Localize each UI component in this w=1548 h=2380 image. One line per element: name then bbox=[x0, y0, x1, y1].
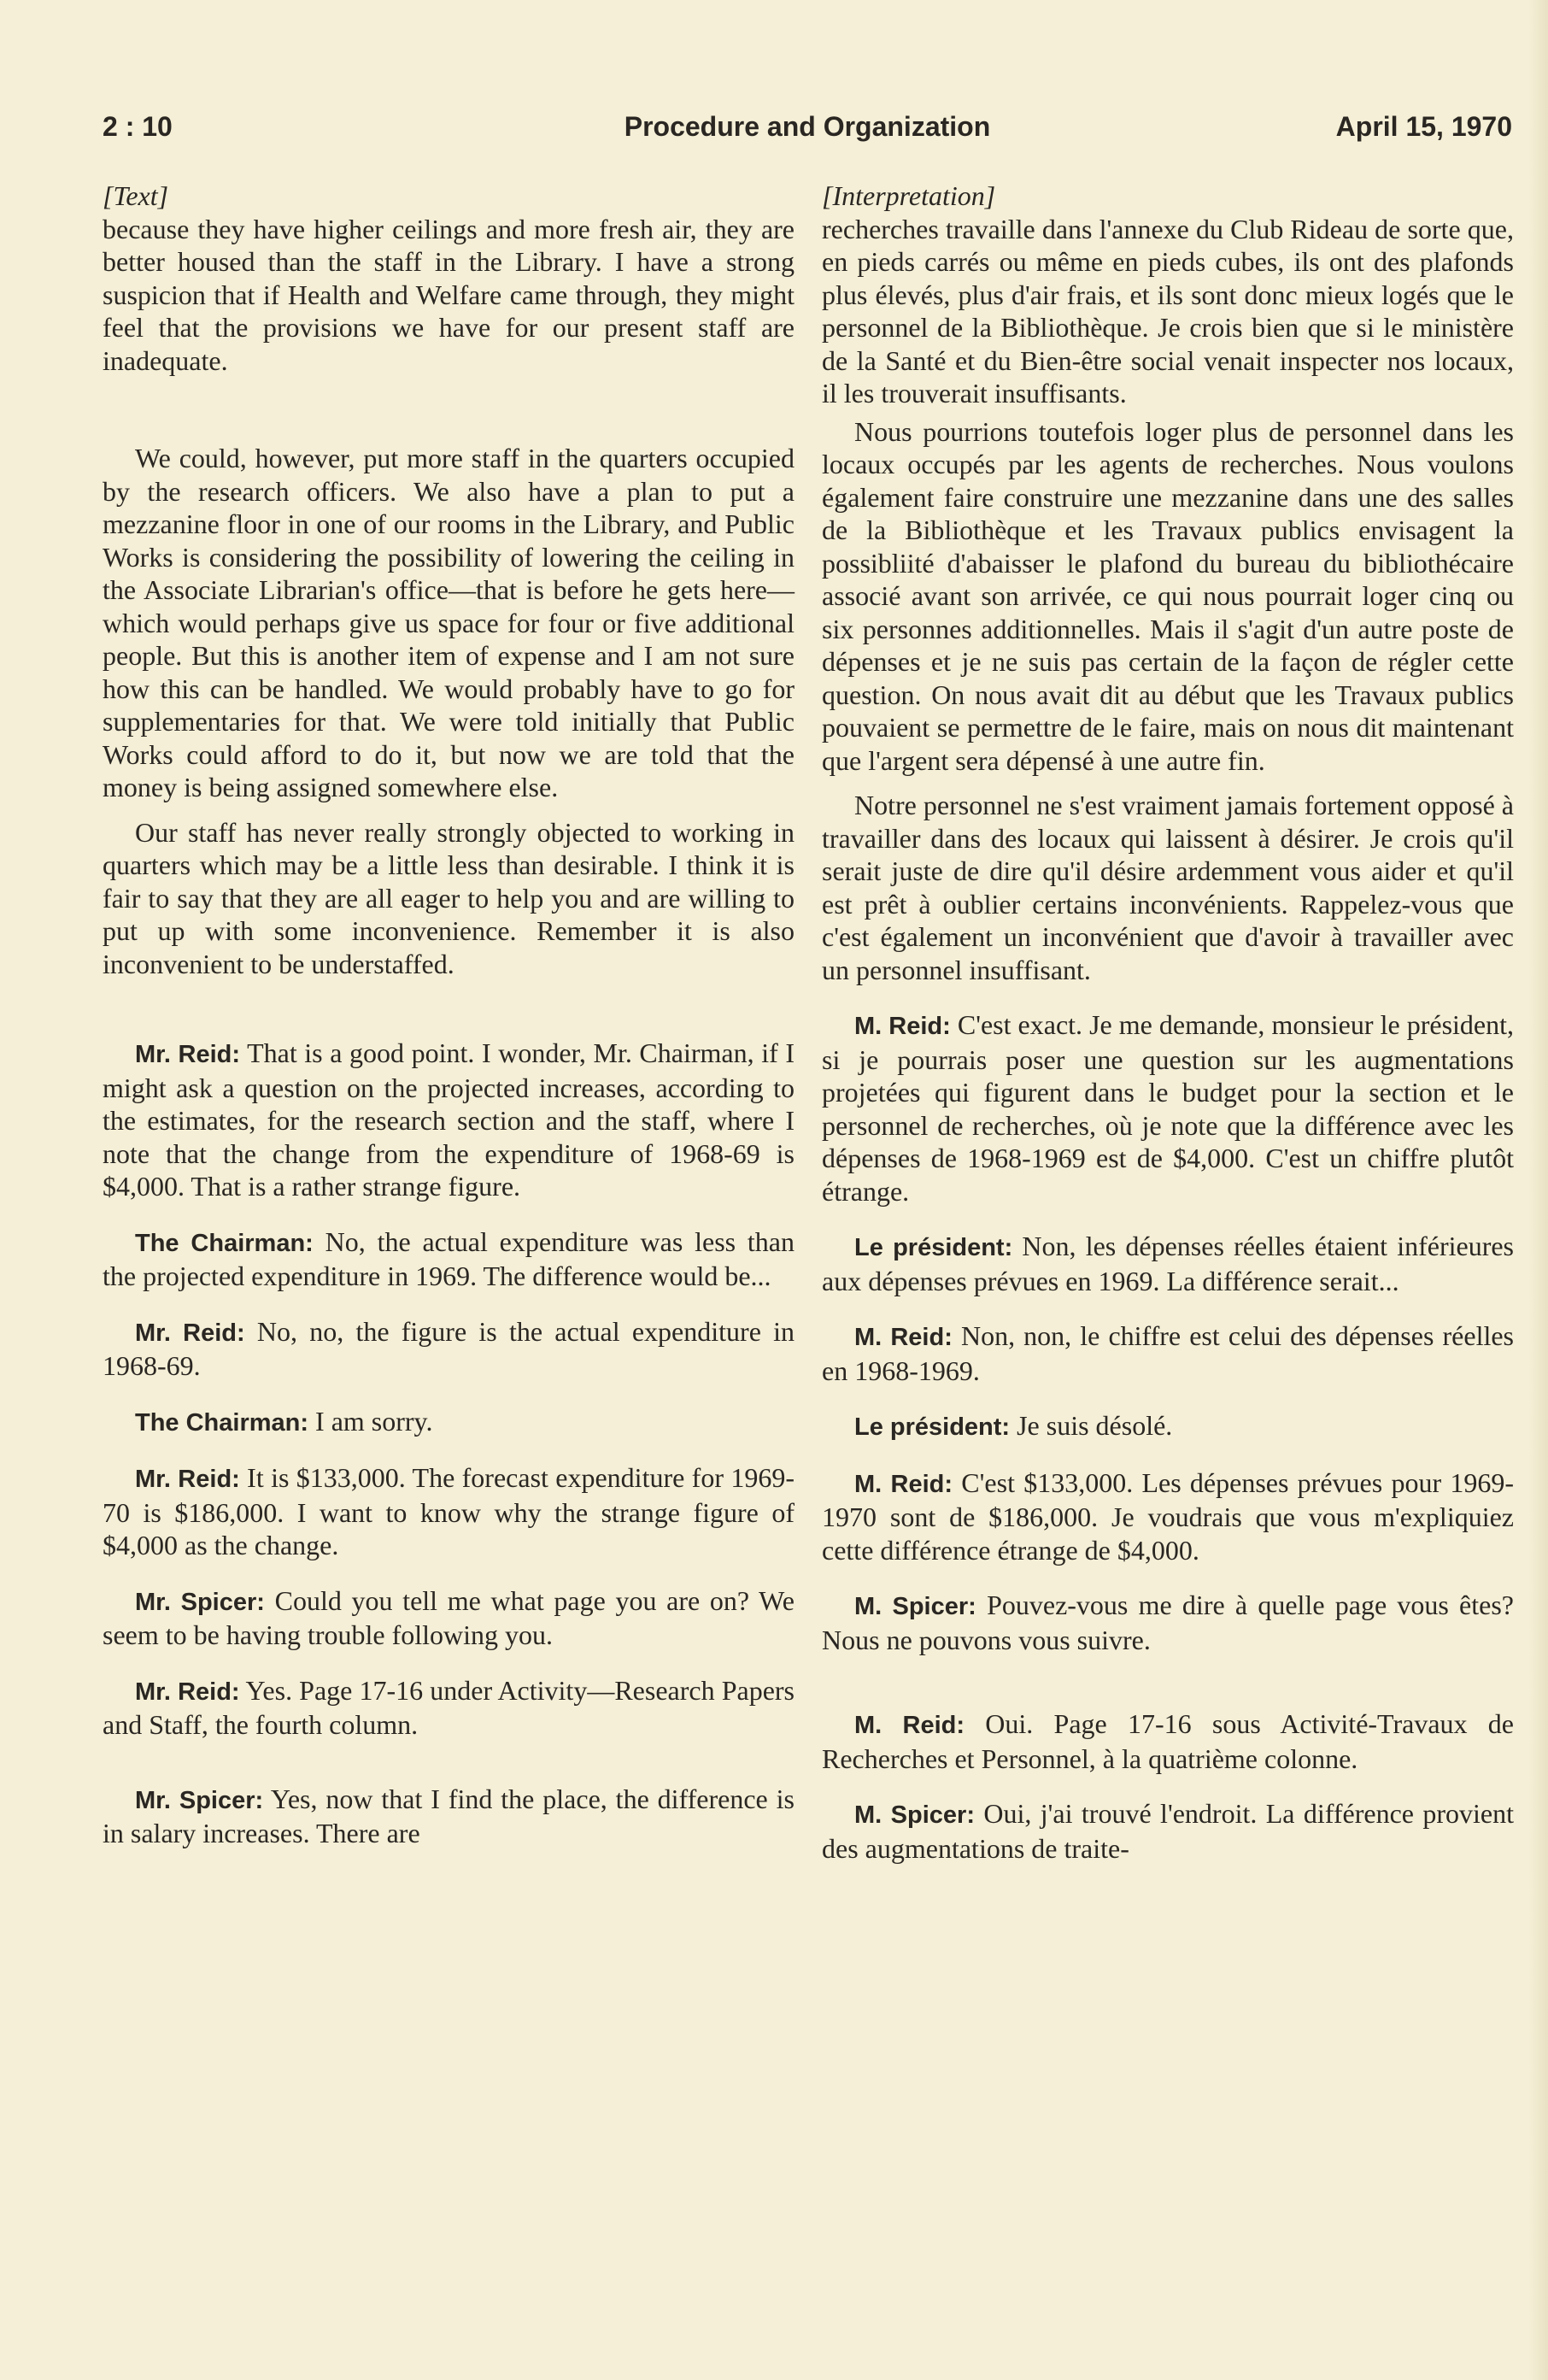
column-heading-text: [Text] bbox=[103, 180, 169, 211]
speech-text: No, the actual expenditure was less than the projected expenditure in 1969. The difference would be... bbox=[103, 1225, 795, 1291]
english-column bbox=[103, 179, 795, 1850]
speech-reid-1 bbox=[103, 1037, 795, 1203]
paragraph: Notre personnel ne s'est vraiment jamais fortement opposé à travailler dans des locaux qui laissent à désirer. Je crois qu'il serait juste de dire qu'il désire ardemment vous aider et qu'il est prêt à oublier certains inconvénients. Rappelez-vous que c'est également un inconvénient que d'avoir à travailler avec un personnel insuffisant. bbox=[822, 790, 1514, 985]
speech-text: I am sorry. bbox=[315, 1405, 433, 1437]
speech-text: Oui. Page 17-16 sous Activité-Travaux de Recherches et Personnel, à la quatrième colonne. bbox=[822, 1708, 1515, 1774]
speaker-name: Mr. Reid: bbox=[135, 1319, 245, 1347]
speech-text: Non, non, le chiffre est celui des dépenses réelles en 1968-1969. bbox=[822, 1320, 1515, 1386]
paragraph: because they have higher ceilings and more fresh air, they are better housed than the staff in the Library. I have a strong suspicion that if Health and Welfare came through, they might feel that the provisions we have for our present staff are inadequate. bbox=[103, 213, 795, 376]
speech-reid-2 bbox=[822, 1319, 1514, 1387]
speech-text: Pouvez-vous me dire à quelle page vous êtes? Nous ne pouvons vous suivre. bbox=[822, 1590, 1515, 1655]
speech-text: Non, les dépenses réelles étaient inférieures aux dépenses prévues en 1969. La différence serait... bbox=[822, 1231, 1515, 1296]
speaker-name: Le président: bbox=[854, 1413, 1011, 1441]
speech-text: Yes, now that I find the place, the difference is in salary increases. There are bbox=[103, 1783, 795, 1848]
paragraph: We could, however, put more staff in the quarters occupied by the research officers. We also have a plan to put a mezzanine floor in one of our rooms in the Library, and Public Works is considering the possibility of lowering the ceiling in the Associate Librarian's office—that is before he gets here—which would perhaps give us space for four or five additional people. But this is another item of expense and I am not sure how this can be handled. We would probably have to go for supplementaries for that. We were told initially that Public Works could afford to do it, but now we are told that the money is being assigned somewhere else. bbox=[103, 443, 795, 802]
paragraph: Nous pourrions toutefois loger plus de personnel dans les locaux occupés par les agents de recherches. Nous voulons également faire construire une mezzanine dans une des salles de la Bibliothèque et les Travaux publics envisagent la possibliité d'abaisser le plafond du bureau du bibliothécaire associé avant son arrivée, ce qui nous pourrait loger cinq ou six personnes additionnelles. Mais il s'agit d'un autre poste de dépenses et je ne suis pas certain de la façon de régler cette question. On nous avait dit au début que les Travaux publics pouvaient se permettre de le faire, mais on nous dit maintenant que l'argent sera dépensé à une autre fin. bbox=[822, 415, 1514, 776]
speech-text: No, no, the figure is the actual expenditure in 1968-69. bbox=[103, 1315, 795, 1381]
publication-title: Procedure and Organization bbox=[624, 111, 991, 142]
paragraph: Our staff has never really strongly objected to working in quarters which may be a little less than desirable. I think it is fair to say that they are all eager to help you and are willing to put up with some inconvenience. Remember it is also inconvenient to be understaffed. bbox=[103, 816, 795, 979]
speech-reid-3 bbox=[822, 1466, 1514, 1567]
speech-chairman-1 bbox=[822, 1230, 1514, 1297]
session-date: April 15, 1970 bbox=[1335, 111, 1512, 142]
speaker-name: Mr. Spicer: bbox=[135, 1588, 265, 1616]
page-edge-shadow bbox=[1529, 0, 1548, 2380]
speaker-name: The Chairman: bbox=[135, 1229, 314, 1257]
speech-reid-1 bbox=[822, 1008, 1514, 1208]
speaker-name: Mr. Reid: bbox=[135, 1466, 240, 1493]
speaker-name: Mr. Spicer: bbox=[135, 1786, 264, 1814]
speech-spicer-1 bbox=[103, 1584, 795, 1652]
speech-text: C'est $133,000. Les dépenses prévues pour 1969-1970 sont de $186,000. Je voudrais que vous m'expliquiez cette différence étrange de $4,000. bbox=[822, 1466, 1515, 1566]
speaker-name: Mr. Reid: bbox=[135, 1678, 240, 1706]
speech-text: Oui, j'ai trouvé l'endroit. La différence provient des augmentations de traite- bbox=[822, 1798, 1514, 1864]
speaker-name: The Chairman: bbox=[135, 1408, 309, 1437]
french-column bbox=[822, 179, 1514, 1865]
speech-reid-2 bbox=[103, 1315, 795, 1383]
speech-text: It is $133,000. The forecast expenditure for 1969-70 is $186,000. I want to know why the strange figure of $4,000 as the change. bbox=[103, 1462, 795, 1560]
speech-chairman-1 bbox=[103, 1225, 795, 1293]
running-head bbox=[103, 111, 1512, 154]
speaker-name: M. Spicer: bbox=[854, 1801, 975, 1829]
speaker-name: M. Reid: bbox=[854, 1712, 965, 1739]
paragraph: recherches travaille dans l'annexe du Club Rideau de sorte que, en pieds carrés ou même en pieds cubes, ils ont des plafonds plus élevés, plus d'air frais, et ils sont donc mieux logés que le personnel de la Bibliothèque. Je crois bien que si le ministère de la Santé et du Bien-être social venait inspecter nos locaux, il les trouverait insuffisants. bbox=[822, 213, 1514, 408]
speech-reid-4 bbox=[822, 1707, 1514, 1775]
speech-text: That is a good point. I wonder, Mr. Chairman, if I might ask a question on the projected increases, according to the estimates, for the research section and the staff, where I note that the change from the expenditure of 1968-69 is $4,000. That is a rather strange figure. bbox=[103, 1037, 795, 1202]
speech-text: Could you tell me what page you are on? We seem to be having trouble following you. bbox=[103, 1584, 795, 1650]
speaker-name: M. Reid: bbox=[854, 1470, 953, 1498]
speech-text: Yes. Page 17-16 under Activity—Research Papers and Staff, the fourth column. bbox=[103, 1674, 795, 1740]
speaker-name: Le président: bbox=[854, 1234, 1013, 1261]
page-number: 2 : 10 bbox=[103, 111, 173, 142]
speaker-name: M. Spicer: bbox=[854, 1593, 976, 1620]
speech-chairman-2 bbox=[103, 1405, 795, 1440]
speaker-name: Mr. Reid: bbox=[135, 1041, 241, 1068]
speech-spicer-2 bbox=[822, 1797, 1514, 1865]
speech-text: Je suis désolé. bbox=[1017, 1410, 1173, 1441]
speech-reid-4 bbox=[103, 1674, 795, 1742]
speaker-name: M. Reid: bbox=[854, 1013, 951, 1040]
speech-text: C'est exact. Je me demande, monsieur le président, si je pourrais poser une question sur les augmentations projetées qui figurent dans le budget pour la section et le personnel de recherches, où je note que la différence avec les dépenses de 1968-1969 est de $4,000. C'est un chiffre plutôt étrange. bbox=[822, 1009, 1515, 1207]
speech-spicer-1 bbox=[822, 1589, 1514, 1656]
speech-reid-3 bbox=[103, 1461, 795, 1562]
speech-chairman-2 bbox=[822, 1409, 1514, 1444]
column-heading-interpretation: [Interpretation] bbox=[822, 180, 996, 211]
speaker-name: M. Reid: bbox=[854, 1324, 953, 1351]
speech-spicer-2 bbox=[103, 1783, 795, 1850]
